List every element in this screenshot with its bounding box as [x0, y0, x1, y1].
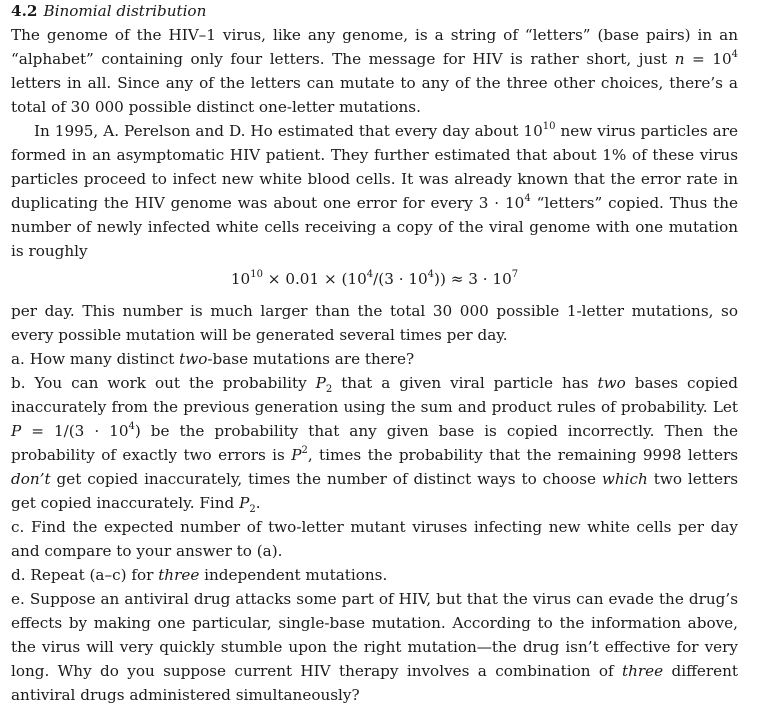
question-c: c. Find the expected number of two-letter mutant viruses infecting new white cells per day and compare to your answer to (a). [11, 518, 738, 560]
paragraph-per-day: per day. This number is much larger than the total 30 000 possible 1-letter mutations, so every possible mutation will be generated several times per day. [11, 302, 738, 344]
question-label: e. [11, 590, 25, 608]
question-label: d. [11, 566, 26, 584]
question-label: c. [11, 518, 25, 536]
question-d: d. Repeat (a–c) for three independent mutations. [11, 566, 388, 584]
question-b: b. You can work out the probability $P_2$ that a given viral particle has two bases copied inaccurately from the previous generation using the sum and product rules of probability. Let $P = 1/(3 \cdot 10^4)$ be the probability that any given base is copied incorrectly. Then the probability of exactly two errors is $P^2$, times the probability that the remaining 9998 letters don’t get copied inaccurately, times the number of distinct ways to choose which two letters get copied inaccurately. Find $P_2$. [11, 374, 738, 516]
question-e: e. Suppose an antiviral drug attacks some part of HIV, but that the virus can evade the drug’s effects by making one particular, single-base mutation. According to the information above, the virus will very quickly stumble upon the right mutation—the drug isn’t effective for very long. Why do you suppose current HIV therapy involves a combination of three different antiviral drugs administered simultaneously? [11, 590, 739, 704]
section-heading [11, 0, 738, 23]
section-number: 4.2 [11, 2, 38, 20]
question-label: a. [11, 350, 25, 368]
section-title: Binomial distribution [43, 2, 207, 20]
paragraph-genome: The genome of the HIV–1 virus, like any genome, is a string of “letters” (base pairs) in an “alphabet” containing only four letters. The message for HIV is rather short, just $n = 10^4$ letters in all. Since any of the letters can mutate to any of the three other choices, there’s a total of 30 000 possible distinct one-letter mutations. [11, 26, 738, 116]
question-label: b. [11, 374, 26, 392]
paragraph-perelson-ho: In 1995, A. Perelson and D. Ho estimated that every day about $10^{10}$ new virus particles are formed in an asymptomatic HIV patient. They further estimated that about 1% of these virus particles proceed to infect new white blood cells. It was already known that the error rate in duplicating the HIV genome was about one error for every $3 \cdot 10^4$ “letters” copied. Thus the number of newly infected white cells receiving a copy of the viral genome with one mutation is roughly [11, 120, 738, 260]
display-equation: $10^{10} \times 0.01 \times (10^4/(3 \cdot 10^4)) \approx 3 \cdot 10^7$ [230, 268, 519, 288]
question-a: a. How many distinct two-base mutations are there? [11, 350, 415, 368]
